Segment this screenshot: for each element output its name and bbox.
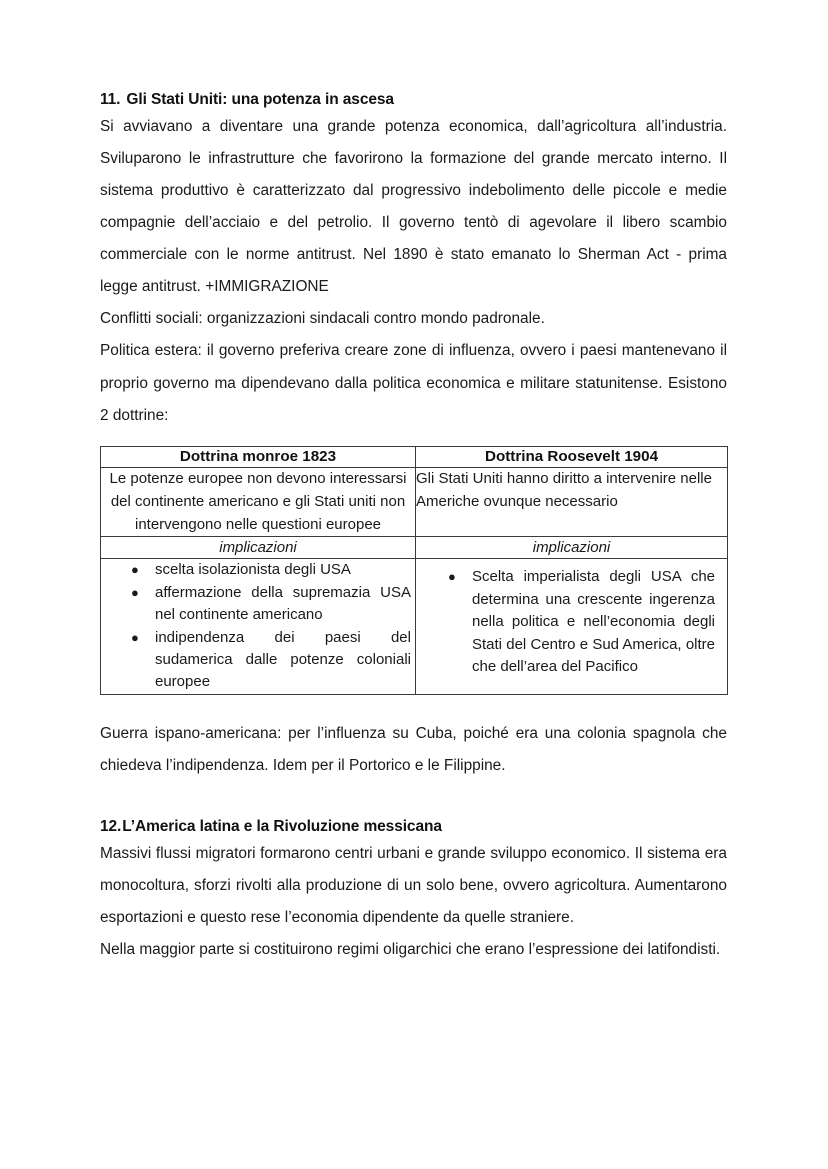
table-cell-roosevelt-bullets — [416, 559, 728, 694]
doctrine-comparison-table — [100, 446, 728, 695]
paragraph-11-1: Si avviavano a diventare una grande potenza economica, dall’agricoltura all’industria. Sviluparono le infrastrutture che favorirono la formazione del grande mercato interno. Il sistema produttivo è caratterizzato dal progressivo indebolimento delle piccole e medie compagnie dell’acciaio e del petrolio. Il governo tentò di agevolare il libero scambio commerciale con le norme antitrust. Nel 1890 è stato emanato lo Sherman Act - prima legge antitrust. +IMMIGRAZIONE — [100, 118, 727, 296]
section-heading-12 — [100, 815, 727, 838]
section-number-11: 11. — [100, 91, 121, 108]
table-row-descriptions — [101, 468, 728, 537]
table-cell-monroe-bullets — [101, 559, 416, 694]
bullet-list-monroe — [101, 559, 415, 693]
table-cell-roosevelt-description: Gli Stati Uniti hanno diritto a intervenire nelle Americhe ovunque necessario — [416, 468, 728, 537]
bullet-icon: ● — [448, 569, 456, 585]
list-item-text: affermazione della supremazia USA nel continente americano — [155, 583, 411, 624]
document-content — [100, 88, 727, 966]
section-title-12: L’America latina e la Rivoluzione messicana — [122, 817, 442, 835]
paragraph-12-2: Nella maggior parte si costituirono regimi oligarchici che erano l’espressione dei latifondisti. — [100, 940, 721, 958]
list-item-text: indipendenza dei paesi del sudamerica dalle potenze coloniali europee — [155, 628, 411, 691]
section-title-11: Gli Stati Uniti: una potenza in ascesa — [126, 91, 394, 108]
section-number-12: 12. — [100, 817, 122, 835]
bullet-list-roosevelt — [422, 566, 719, 678]
paragraph-11-closing: Guerra ispano-americana: per l’influenza su Cuba, poiché era una colonia spagnola che chiedeva l’indipendenza. Idem per il Portorico e le Filippine. — [100, 724, 727, 774]
table-header-row — [101, 446, 728, 468]
list-item — [131, 582, 411, 627]
table-cell-monroe-implications-label: implicazioni — [101, 537, 416, 559]
bullet-icon: ● — [131, 562, 139, 578]
table-header-monroe: Dottrina monroe 1823 — [101, 446, 416, 468]
paragraph-12-1: Massivi flussi migratori formarono centri urbani e grande sviluppo economico. Il sistema era monocoltura, sforzi rivolti alla produzione di un solo bene, ovvero agricoltura. Aumentarono esportazioni e questo rese l’economia dipendente da quelle straniere. — [100, 844, 727, 926]
list-item-text: Scelta imperialista degli USA che determina una crescente ingerenza nella politica e nell’economia degli Stati del Centro e Sud America, oltre che dell’area del Pacifico — [472, 568, 715, 675]
table-header-roosevelt: Dottrina Roosevelt 1904 — [416, 446, 728, 468]
paragraph-11-2: Conflitti sociali: organizzazioni sindacali contro mondo padronale. — [100, 310, 545, 328]
bullet-icon: ● — [131, 584, 139, 600]
list-item — [448, 566, 715, 678]
table-row-implications-labels — [101, 537, 728, 559]
list-item — [131, 627, 411, 694]
section-heading-11 — [100, 88, 727, 111]
table-cell-monroe-description: Le potenze europee non devono interessarsi del continente americano e gli Stati uniti non intervengono nelle questioni europee — [101, 468, 416, 537]
list-item — [131, 559, 411, 581]
table-row-bullets — [101, 559, 728, 694]
list-item-text: scelta isolazionista degli USA — [155, 561, 351, 579]
bullet-icon: ● — [131, 629, 139, 645]
table-cell-roosevelt-implications-label: implicazioni — [416, 537, 728, 559]
paragraph-11-3: Politica estera: il governo preferiva creare zone di influenza, ovvero i paesi mantenevano il proprio governo ma dipendevano dalla politica economica e militare statunitense. Esistono 2 dottrine: — [100, 342, 727, 424]
